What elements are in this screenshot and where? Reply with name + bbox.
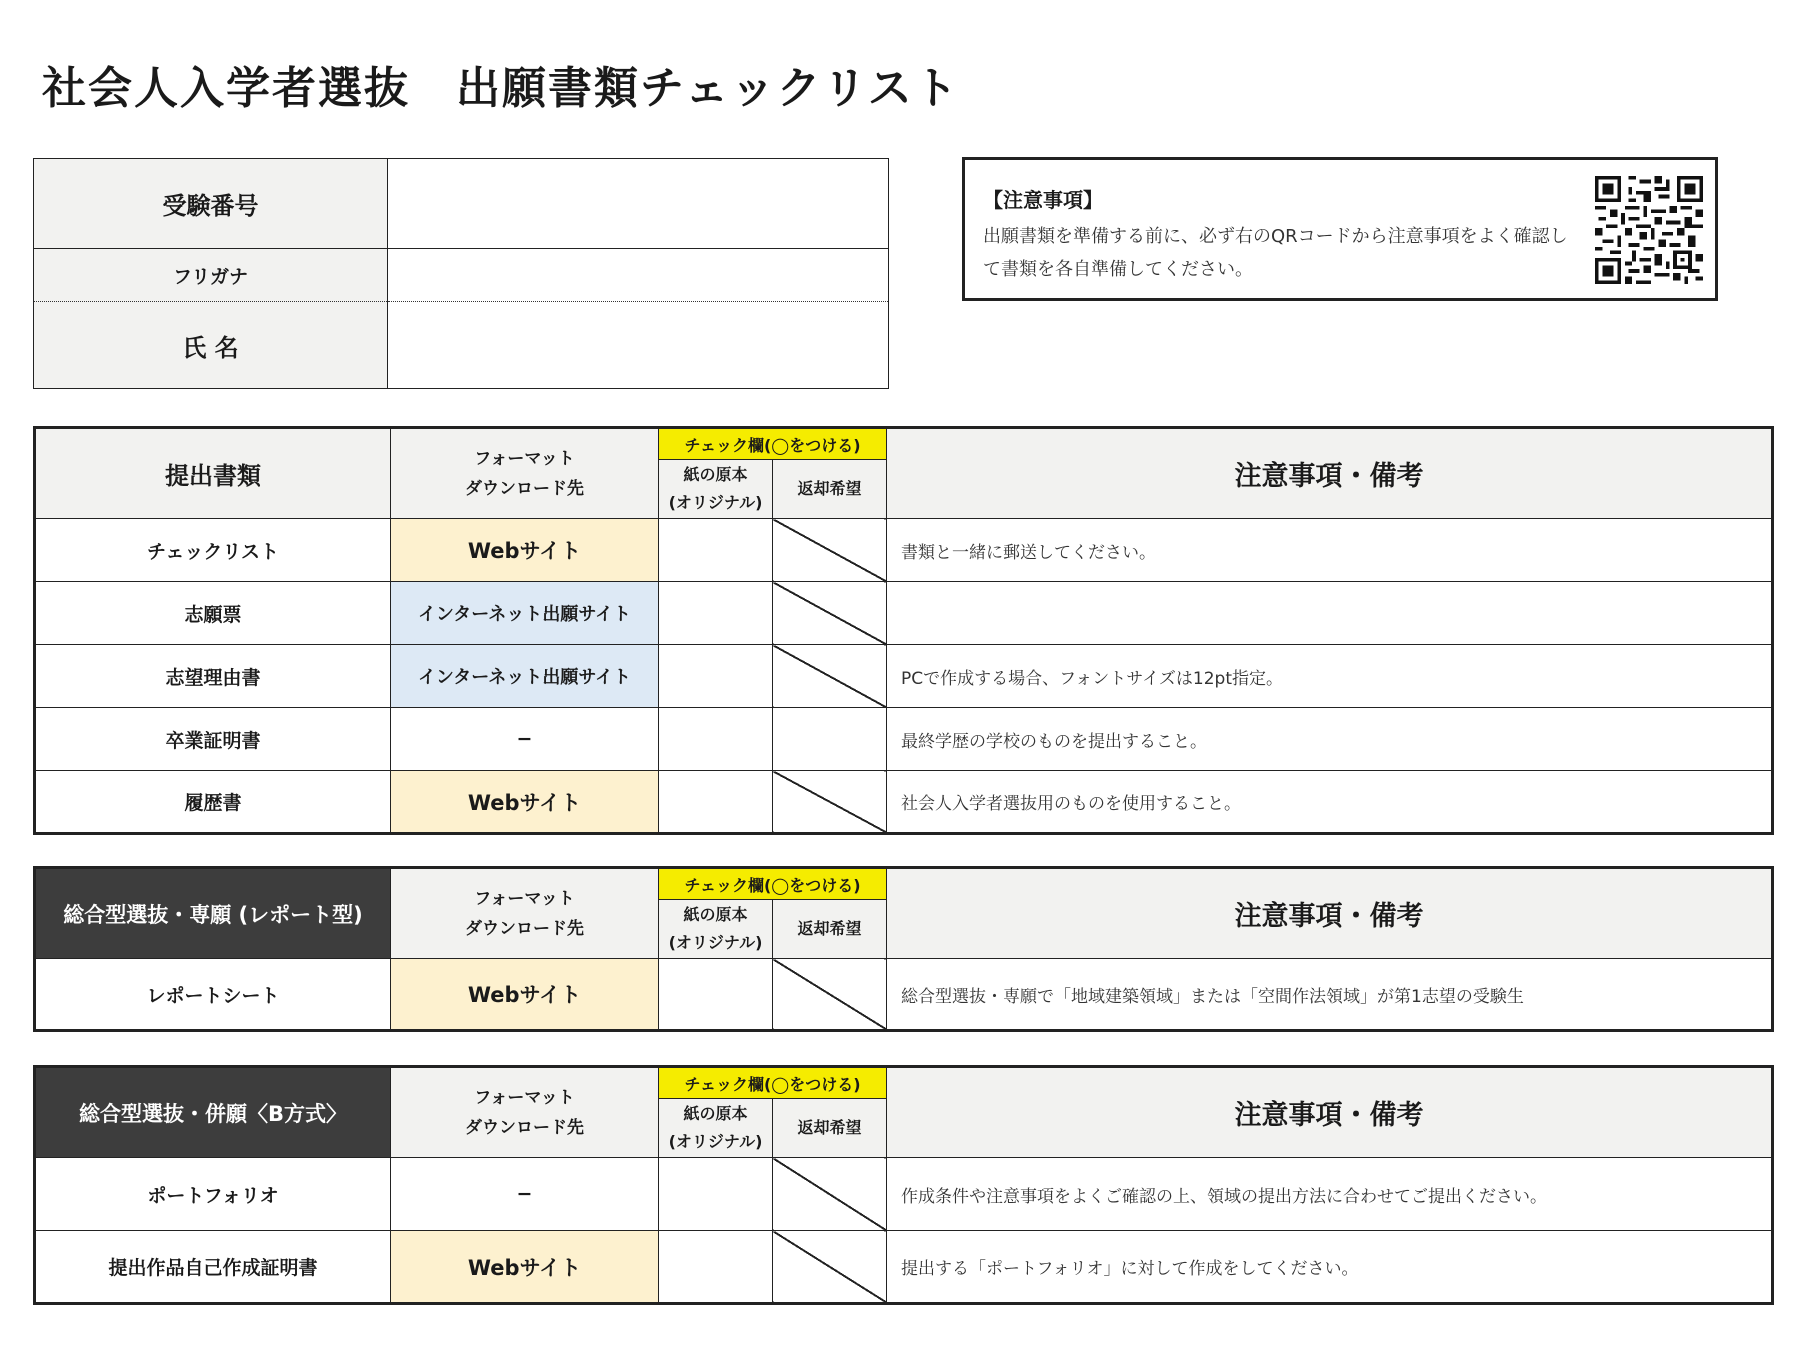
table-row xyxy=(35,582,1773,645)
section-header: 提出書類 xyxy=(35,428,391,519)
table-row xyxy=(35,645,1773,708)
format-link[interactable]: Webサイト xyxy=(391,959,659,1031)
document-name: 卒業証明書 xyxy=(35,708,391,771)
b-method-table xyxy=(33,1065,1774,1305)
format-link[interactable]: インターネット出願サイト xyxy=(391,645,659,708)
document-name: ポートフォリオ xyxy=(35,1158,391,1231)
document-name: 志望理由書 xyxy=(35,645,391,708)
applicant-info-table xyxy=(33,158,889,389)
original-header: 紙の原本 (オリジナル) xyxy=(659,1099,773,1158)
original-check-cell[interactable] xyxy=(659,1231,773,1304)
format-header: フォーマット ダウンロード先 xyxy=(391,1067,659,1158)
exam-number-field[interactable] xyxy=(388,159,889,249)
format-link[interactable]: Webサイト xyxy=(391,519,659,582)
return-header: 返却希望 xyxy=(773,1099,887,1158)
table-row xyxy=(35,1231,1773,1304)
page-title: 社会人入学者選抜 出願書類チェックリスト xyxy=(42,63,960,114)
exam-number-label: 受験番号 xyxy=(34,159,388,249)
notice-title: 【注意事項】 xyxy=(983,188,1103,212)
format-link[interactable]: Webサイト xyxy=(391,1231,659,1304)
remark: 作成条件や注意事項をよくご確認の上、領域の提出方法に合わせてご提出ください。 xyxy=(887,1158,1773,1231)
original-check-cell[interactable] xyxy=(659,582,773,645)
table-row xyxy=(35,959,1773,1031)
original-check-cell[interactable] xyxy=(659,519,773,582)
table-row xyxy=(35,708,1773,771)
table-row xyxy=(35,1158,1773,1231)
original-header: 紙の原本 (オリジナル) xyxy=(659,460,773,519)
return-check-cell-disabled xyxy=(773,771,887,834)
format-header: フォーマット ダウンロード先 xyxy=(391,428,659,519)
return-check-cell-disabled xyxy=(773,645,887,708)
format-link[interactable]: Webサイト xyxy=(391,771,659,834)
notice-box xyxy=(962,157,1718,301)
document-name: 志願票 xyxy=(35,582,391,645)
return-check-cell-disabled xyxy=(773,1158,887,1231)
submission-documents-table xyxy=(33,426,1774,835)
section-header: 総合型選抜・専願 (レポート型) xyxy=(35,868,391,959)
return-header: 返却希望 xyxy=(773,460,887,519)
notice-body: 出願書類を準備する前に、必ず右のQRコードから注意事項をよく確認して書類を各自準備してください。 xyxy=(983,226,1568,280)
original-check-cell[interactable] xyxy=(659,1158,773,1231)
return-check-cell-disabled xyxy=(773,519,887,582)
report-type-table xyxy=(33,866,1774,1032)
return-check-cell-disabled xyxy=(773,582,887,645)
table-row xyxy=(35,519,1773,582)
return-check-cell[interactable] xyxy=(773,708,887,771)
remark: 社会人入学者選抜用のものを使用すること。 xyxy=(887,771,1773,834)
name-field[interactable] xyxy=(388,302,889,389)
check-column-header: チェック欄(◯をつける) xyxy=(659,1067,887,1099)
remark: 総合型選抜・専願で「地域建築領域」または「空間作法領域」が第1志望の受験生 xyxy=(887,959,1773,1031)
format-link[interactable]: インターネット出願サイト xyxy=(391,582,659,645)
document-name: 履歴書 xyxy=(35,771,391,834)
name-label: 氏 名 xyxy=(34,302,388,389)
remark: PCで作成する場合、フォントサイズは12pt指定。 xyxy=(887,645,1773,708)
original-check-cell[interactable] xyxy=(659,708,773,771)
qr-code-icon[interactable] xyxy=(1595,176,1703,284)
table-row xyxy=(35,771,1773,834)
original-check-cell[interactable] xyxy=(659,771,773,834)
notes-header: 注意事項・備考 xyxy=(887,1067,1773,1158)
format-link: − xyxy=(391,1158,659,1231)
notes-header: 注意事項・備考 xyxy=(887,428,1773,519)
remark: 最終学歴の学校のものを提出すること。 xyxy=(887,708,1773,771)
document-name: 提出作品自己作成証明書 xyxy=(35,1231,391,1304)
format-link: − xyxy=(391,708,659,771)
original-check-cell[interactable] xyxy=(659,645,773,708)
section-header: 総合型選抜・併願〈B方式〉 xyxy=(35,1067,391,1158)
original-header: 紙の原本 (オリジナル) xyxy=(659,900,773,959)
remark: 提出する「ポートフォリオ」に対して作成をしてください。 xyxy=(887,1231,1773,1304)
return-header: 返却希望 xyxy=(773,900,887,959)
original-check-cell[interactable] xyxy=(659,959,773,1031)
furigana-label: フリガナ xyxy=(34,249,388,302)
check-column-header: チェック欄(◯をつける) xyxy=(659,868,887,900)
return-check-cell-disabled xyxy=(773,959,887,1031)
document-name: レポートシート xyxy=(35,959,391,1031)
remark xyxy=(887,582,1773,645)
format-header: フォーマット ダウンロード先 xyxy=(391,868,659,959)
document-name: チェックリスト xyxy=(35,519,391,582)
notes-header: 注意事項・備考 xyxy=(887,868,1773,959)
return-check-cell-disabled xyxy=(773,1231,887,1304)
furigana-field[interactable] xyxy=(388,249,889,302)
remark: 書類と一緒に郵送してください。 xyxy=(887,519,1773,582)
check-column-header: チェック欄(◯をつける) xyxy=(659,428,887,460)
